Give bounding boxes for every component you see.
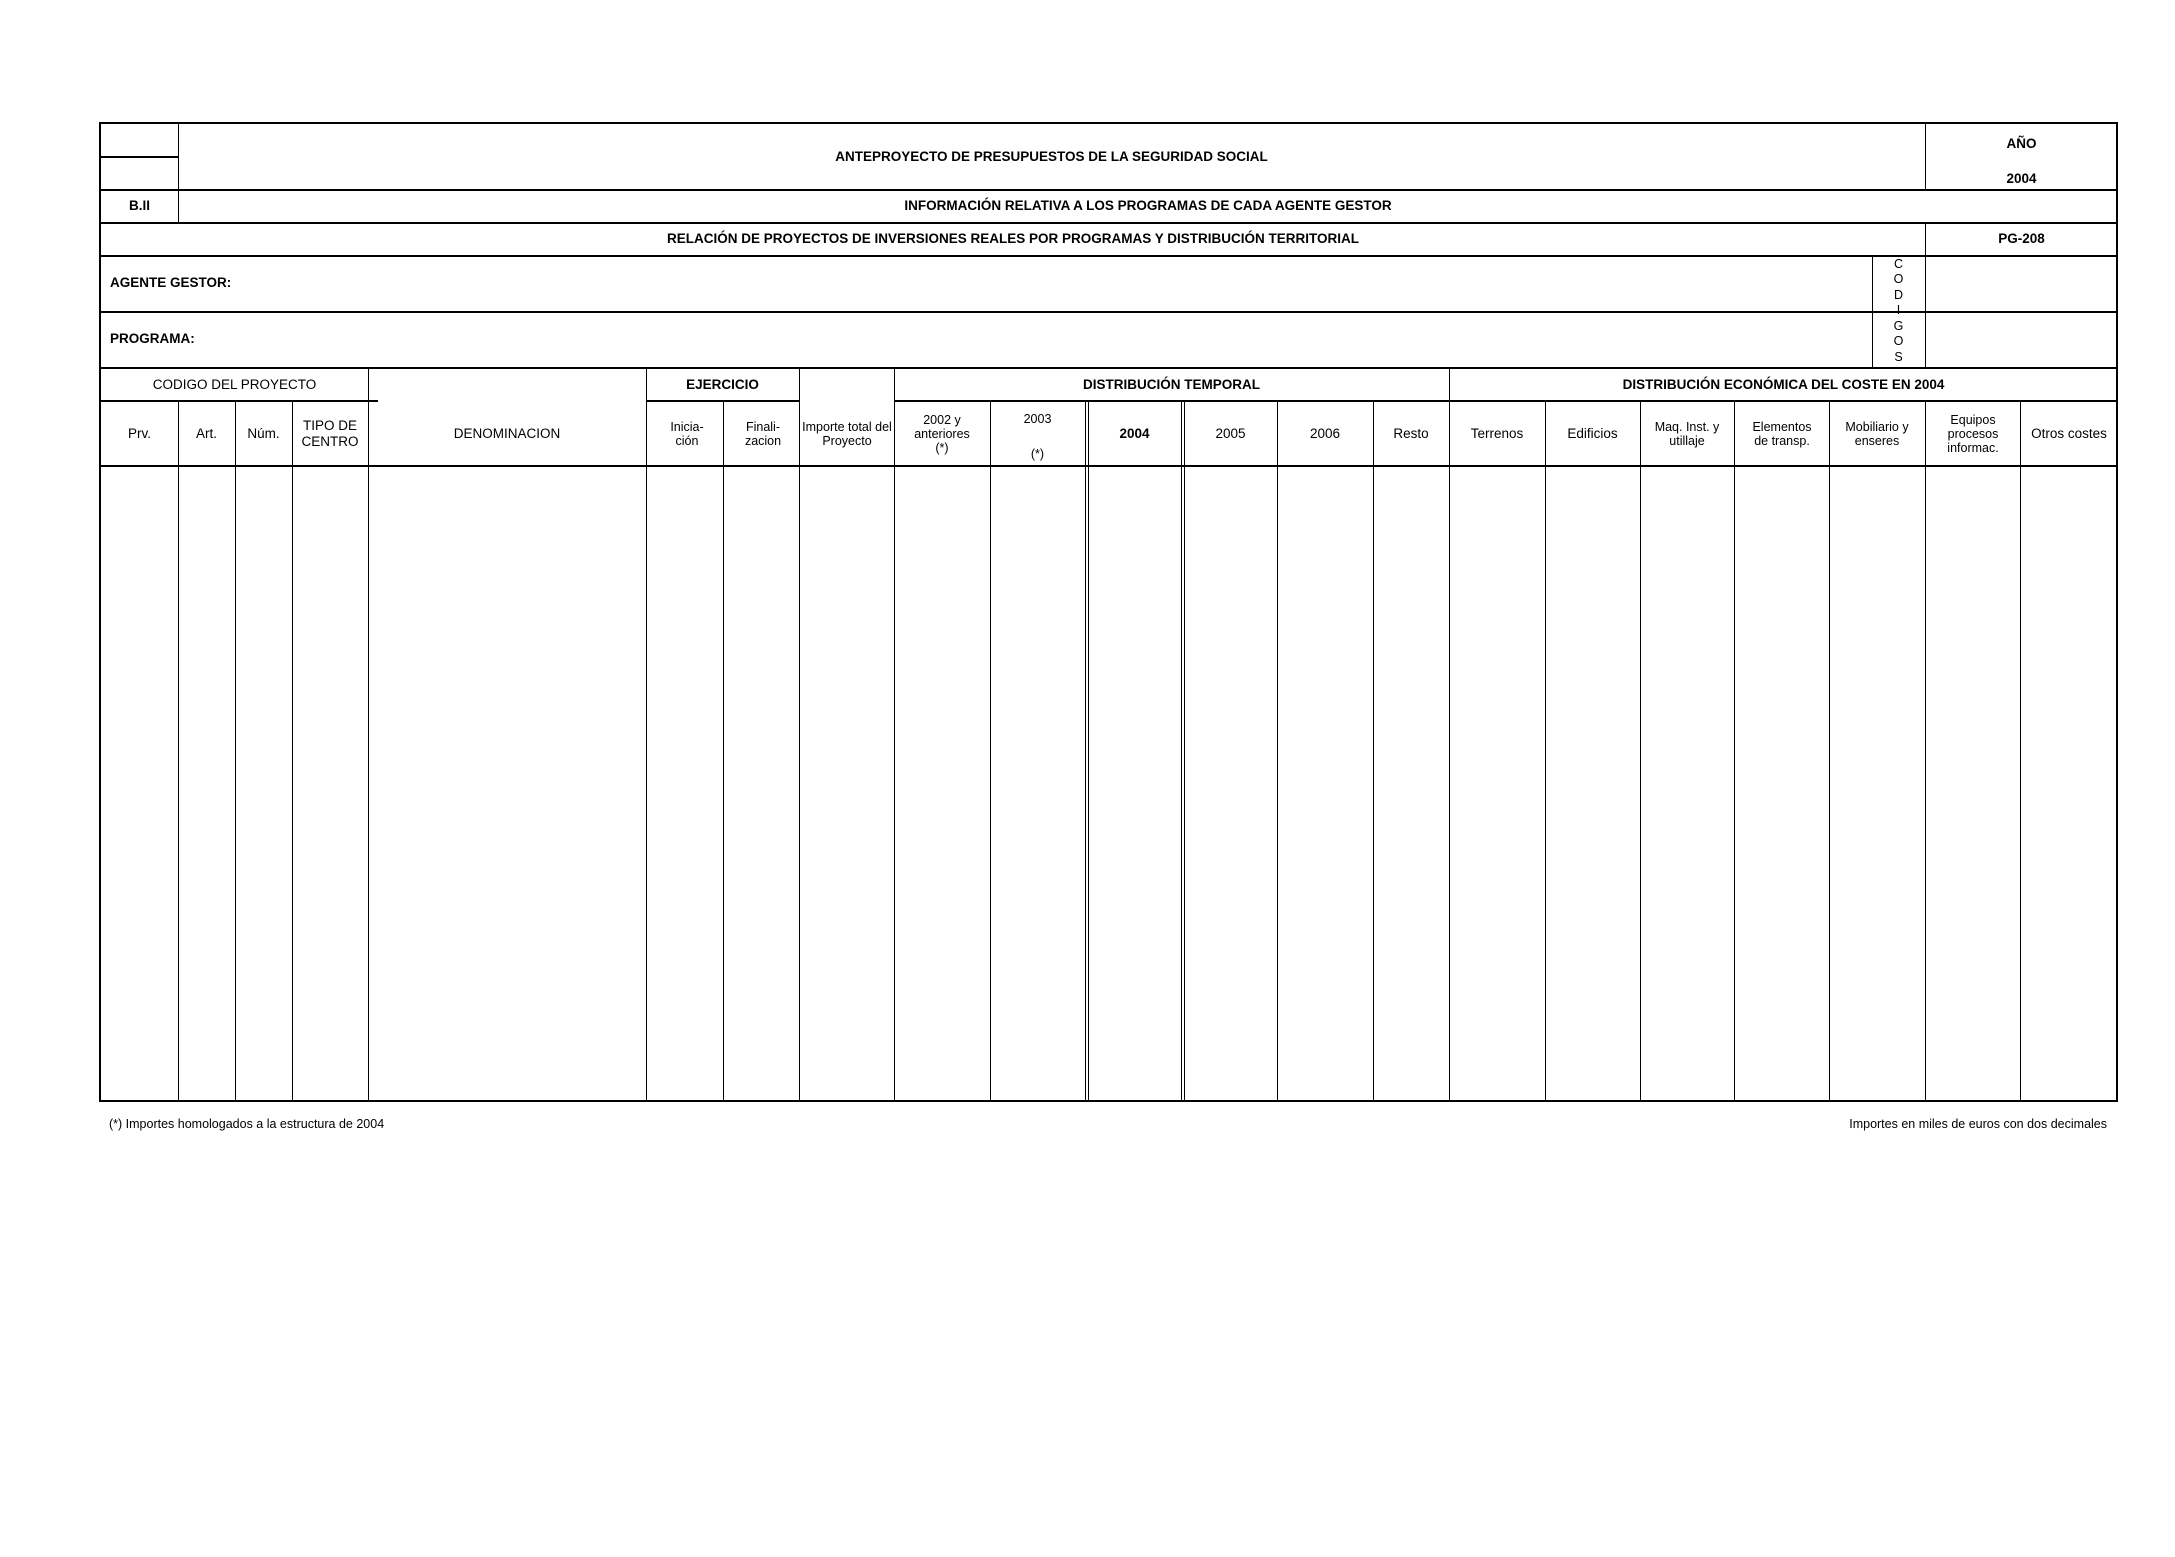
col-iniciacion: Inicia- ción [670, 419, 704, 448]
footnote-importes-miles: Importes en miles de euros con dos decimales [1849, 1117, 2107, 1131]
col-2002-anteriores: 2002 y anteriores (*) [914, 412, 970, 455]
rule-v-mobiliario [1925, 400, 1926, 1102]
codigos-letter: I [1896, 303, 1901, 318]
rule-v-num [292, 400, 293, 1102]
codigos-letter: O [1893, 334, 1904, 349]
rule-v-2005 [1277, 400, 1278, 1102]
col-2003-note: (*) [1030, 447, 1045, 461]
footnote-homologados: (*) Importes homologados a la estructura de 2004 [109, 1117, 385, 1131]
codigos-letter: G [1893, 318, 1904, 333]
codigos-letter: O [1893, 272, 1904, 287]
rule-v-2002 [990, 400, 991, 1102]
col-elementos-transp: Elementos de transp. [1752, 419, 1812, 448]
col-resto: Resto [1393, 425, 1429, 441]
rule-v-importe [894, 367, 895, 1102]
col-otros-costes: Otros costes [2031, 425, 2107, 441]
rule-v-resto [1449, 367, 1450, 1102]
codigos-letter: D [1893, 287, 1904, 302]
rule-header-mid [101, 156, 178, 158]
col-art: Art. [195, 425, 217, 441]
col-mobiliario-enseres: Mobiliario y enseres [1845, 419, 1909, 448]
rule-v-2004b [1184, 400, 1185, 1102]
rule-v-denom [646, 367, 647, 1102]
year-value: 2004 [2006, 171, 2037, 187]
rule-v-tipo [368, 367, 369, 1102]
codigos-letter: C [1893, 256, 1904, 271]
rule-v-maq [1734, 400, 1735, 1102]
group-economic: DISTRIBUCIÓN ECONÓMICA DEL COSTE EN 2004 [1622, 376, 1945, 392]
col-maq-inst-utillaje: Maq. Inst. y utillaje [1654, 419, 1720, 448]
rule-v-2006 [1373, 400, 1374, 1102]
report-title: RELACIÓN DE PROYECTOS DE INVERSIONES REALES POR PROGRAMAS Y DISTRIBUCIÓN TERRITORIAL [666, 230, 1360, 246]
section-title: INFORMACIÓN RELATIVA A LOS PROGRAMAS DE CADA AGENTE GESTOR [904, 197, 1392, 213]
form-code: PG-208 [1998, 230, 2045, 246]
rule-v-terrenos [1545, 400, 1546, 1102]
col-2005: 2005 [1215, 425, 1246, 441]
rule-v-art [235, 400, 236, 1102]
rule-colhead-bottom [101, 465, 2118, 467]
form-title: ANTEPROYECTO DE PRESUPUESTOS DE LA SEGURIDAD SOCIAL [835, 148, 1268, 164]
rule-v-prv [178, 400, 179, 1102]
col-denominacion: DENOMINACION [453, 425, 561, 441]
col-edificios: Edificios [1567, 425, 1618, 441]
group-exercise: EJERCICIO [686, 376, 759, 392]
col-2006: 2006 [1309, 425, 1341, 441]
codigos-vertical-label [1872, 255, 1925, 367]
rule-v-2004a [1181, 400, 1182, 1102]
col-equipos-procesos: Equipos procesos informac. [1947, 412, 1999, 455]
col-2003: 2003 [1023, 412, 1052, 426]
rule-v-2003b [1088, 400, 1089, 1102]
col-2004: 2004 [1119, 425, 1150, 441]
rule-v-inic [723, 400, 724, 1102]
col-finalizacion: Finali- zacion [744, 419, 782, 448]
year-label: AÑO [2006, 136, 2037, 152]
rule-v-elementos [1829, 400, 1830, 1102]
agent-label: AGENTE GESTOR: [110, 275, 232, 291]
section-code: B.II [128, 197, 150, 213]
col-terrenos: Terrenos [1470, 425, 1524, 441]
program-label: PROGRAMA: [110, 331, 195, 347]
rule-v-final [799, 367, 800, 1102]
rule-v-equipos [2020, 400, 2021, 1102]
col-num: Núm. [247, 425, 280, 441]
group-temporal: DISTRIBUCIÓN TEMPORAL [1083, 376, 1260, 392]
col-prv: Prv. [128, 425, 151, 441]
rule-v-edificios [1640, 400, 1641, 1102]
col-importe-total: Importe total del Proyecto [802, 419, 892, 448]
group-project-code: CODIGO DEL PROYECTO [152, 376, 317, 392]
codigos-letter: S [1894, 349, 1903, 364]
rule-v-2003a [1085, 400, 1086, 1102]
budget-form-table [99, 122, 2118, 1102]
col-tipo-centro: TIPO DE CENTRO [301, 418, 359, 449]
